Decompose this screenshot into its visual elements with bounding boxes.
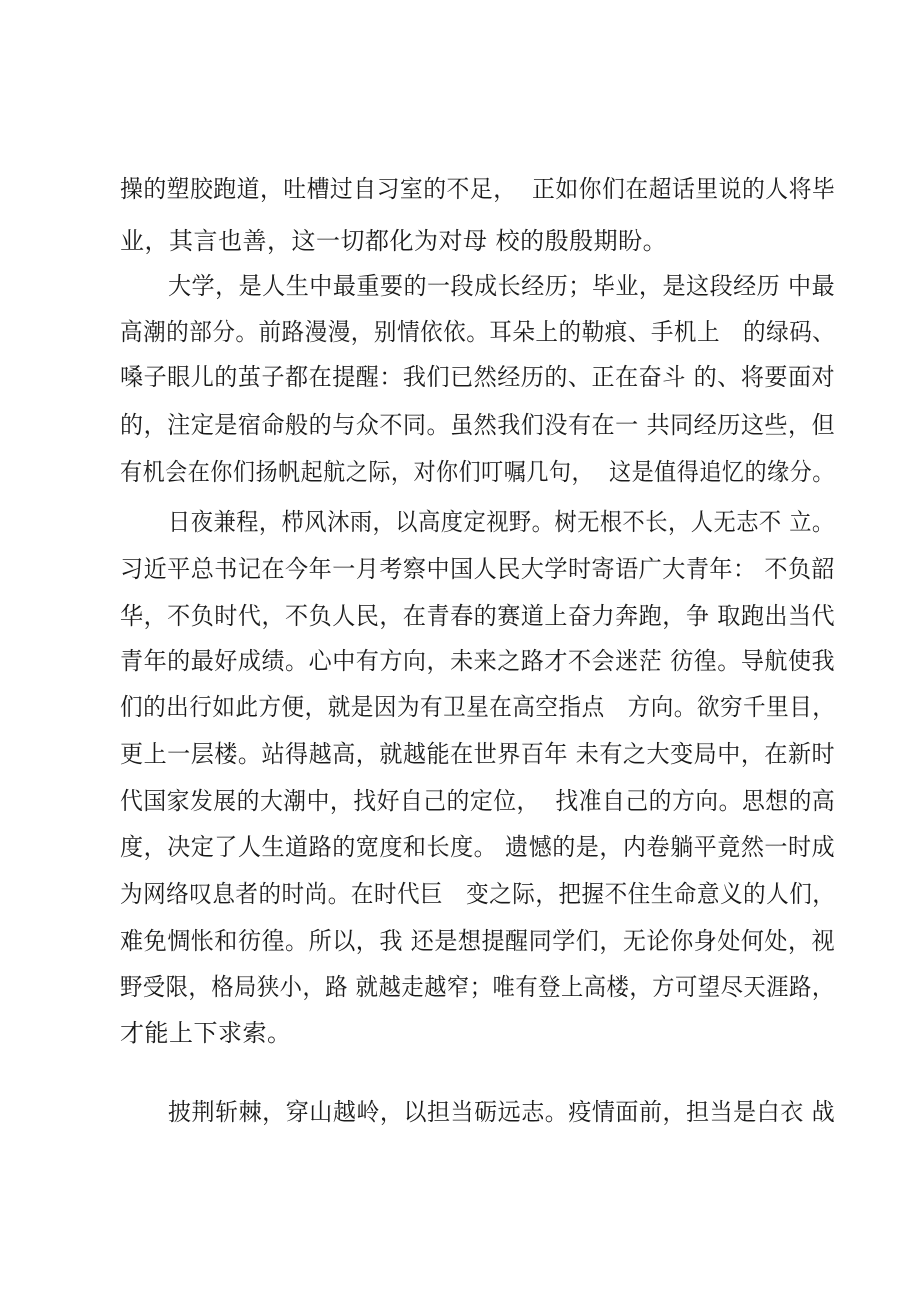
text-line: 嗓子眼儿的茧子都在提醒：我们已然经历的、正在奋斗 的、将要面对 <box>120 363 836 391</box>
text-line: 难免惆怅和彷徨。所以，我 还是想提醒同学们，无论你身处何处，视 <box>120 927 836 955</box>
text-line: 业，其言也善，这一切都化为对母 校的殷殷期盼。 <box>120 227 668 255</box>
text-line: 操的塑胶跑道，吐槽过自习室的不足， 正如你们在超话里说的人将毕 <box>120 175 836 203</box>
paragraph-first-line: 披荆斩棘，穿山越岭，以担当砺远志。疫情面前，担当是白衣 战 <box>168 1098 836 1126</box>
text-line: 们的出行如此方便，就是因为有卫星在高空指点 方向。欲穷千里目， <box>120 693 836 721</box>
text-line: 更上一层楼。站得越高，就越能在世界百年 未有之大变局中，在新时 <box>120 740 836 768</box>
text-line: 野受限，格局狭小，路 就越走越窄；唯有登上高楼，方可望尽天涯路， <box>120 973 835 1001</box>
text-line: 度，决定了人生道路的宽度和长度。 遗憾的是，内卷躺平竟然一时成 <box>120 833 836 861</box>
text-line: 华，不负时代，不负人民，在青春的赛道上奋力奔跑，争 取跑出当代 <box>120 602 836 630</box>
text-line: 的，注定是宿命般的与众不同。虽然我们没有在一 共同经历这些，但 <box>120 411 836 439</box>
text-line: 习近平总书记在今年一月考察中国人民大学时寄语广大青年： 不负韶 <box>120 555 836 583</box>
text-line: 才能上下求索。 <box>120 1019 292 1047</box>
text-line: 代国家发展的大潮中，找好自己的定位， 找准自己的方向。思想的高 <box>120 787 836 815</box>
paragraph-first-line: 大学，是人生中最重要的一段成长经历；毕业，是这段经历 中最 <box>168 272 836 300</box>
text-line: 高潮的部分。前路漫漫，别情依依。耳朵上的勒痕、手机上 的绿码、 <box>120 318 836 346</box>
text-line: 青年的最好成绩。心中有方向，未来之路才不会迷茫 彷徨。导航使我 <box>120 647 836 675</box>
text-line: 为网络叹息者的时尚。在时代巨 变之际，把握不住生命意义的人们， <box>120 880 836 908</box>
text-line: 有机会在你们扬帆起航之际，对你们叮嘱几句， 这是值得追忆的缘分。 <box>120 458 835 486</box>
paragraph-first-line: 日夜兼程，栉风沐雨，以高度定视野。树无根不长，人无志不 立。 <box>168 508 835 536</box>
